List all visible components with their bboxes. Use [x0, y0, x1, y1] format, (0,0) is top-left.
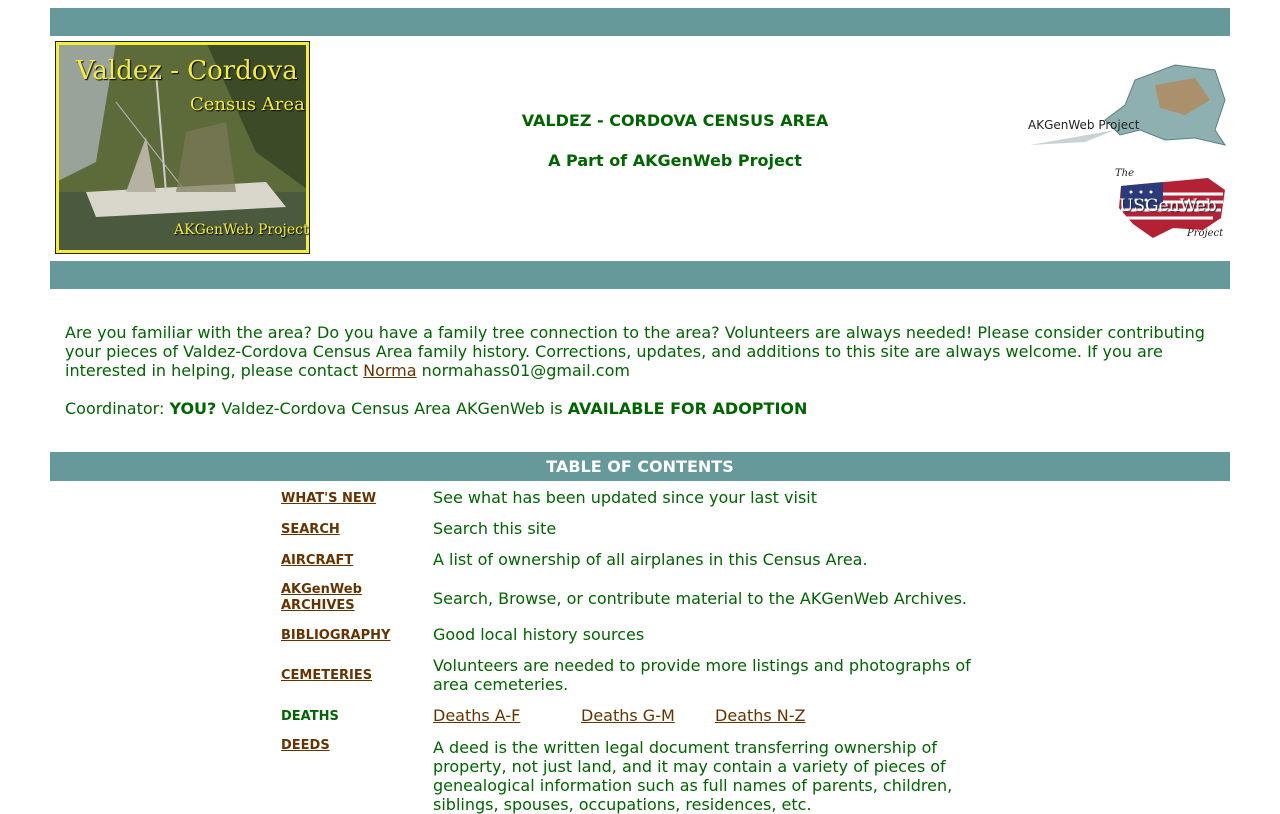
akgenweb-badge-label: AKGenWeb Project: [1028, 118, 1140, 132]
toc-row-aircraft: [281, 552, 1001, 572]
coordinator-label: Coordinator:: [65, 399, 170, 418]
toc-row-whats-new: [281, 490, 1001, 510]
coordinator-you: YOU?: [169, 399, 217, 418]
toc-desc-archives: Search, Browse, or contribute material to the AKGenWeb Archives.: [433, 589, 967, 608]
toc-row-archives: [281, 582, 1001, 614]
header-bottom-bar: [50, 261, 1230, 289]
page-subtitle: A Part of AKGenWeb Project: [548, 151, 802, 170]
deaths-a-f-link[interactable]: Deaths A-F: [433, 706, 521, 725]
toc-link-deeds[interactable]: DEEDS: [281, 738, 330, 753]
deaths-n-z-link[interactable]: Deaths N-Z: [715, 706, 806, 725]
logo-title-line2: Census Area: [190, 94, 305, 115]
toc-link-cemeteries[interactable]: CEMETERIES: [281, 668, 373, 683]
logo-footer: AKGenWeb Project: [174, 222, 309, 238]
coordinator-middle: Valdez-Cordova Census Area AKGenWeb is: [216, 399, 568, 418]
toc-link-search[interactable]: SEARCH: [281, 522, 340, 537]
deaths-g-m-link[interactable]: Deaths G-M: [581, 706, 675, 725]
usgenweb-badge-label: USGenWeb: [1119, 196, 1217, 216]
toc-desc-cemeteries: Volunteers are needed to provide more listings and photographs of area cemeteries.: [433, 656, 971, 694]
intro-paragraph: [65, 323, 1225, 380]
toc-heading: TABLE OF CONTENTS: [50, 452, 1230, 481]
contact-norma-link[interactable]: Norma: [363, 361, 417, 380]
usgenweb-badge-top: The: [1115, 168, 1135, 179]
toc-desc-search: Search this site: [433, 519, 557, 538]
logo-title-line1: Valdez - Cordova: [76, 56, 298, 86]
contact-email: normahass01@gmail.com: [416, 361, 630, 380]
akgenweb-project-badge[interactable]: [1025, 60, 1230, 150]
toc-row-search: [281, 521, 1001, 541]
toc-row-cemeteries: [281, 657, 1001, 697]
toc-row-deaths: [281, 708, 1001, 728]
toc-row-bibliography: [281, 627, 1001, 647]
toc-desc-bibliography: Good local history sources: [433, 625, 645, 644]
toc-desc-aircraft: A list of ownership of all airplanes in this Census Area.: [433, 550, 868, 569]
adoption-status: AVAILABLE FOR ADOPTION: [567, 399, 808, 418]
toc-link-bibliography[interactable]: BIBLIOGRAPHY: [281, 628, 391, 643]
top-divider-bar: [50, 8, 1230, 36]
page-title: VALDEZ - CORDOVA CENSUS AREA: [521, 111, 829, 130]
valdez-cordova-logo: [55, 41, 310, 254]
toc-row-deeds: [281, 738, 1001, 814]
usgenweb-project-badge[interactable]: [1113, 168, 1228, 244]
toc-link-aircraft[interactable]: AIRCRAFT: [281, 553, 354, 568]
alaska-map-icon: [1025, 60, 1230, 150]
toc-desc-whats-new: See what has been updated since your last visit: [433, 488, 817, 507]
toc-label-deaths: DEATHS: [281, 709, 339, 724]
toc-link-archives[interactable]: AKGenWeb ARCHIVES: [281, 582, 362, 613]
toc-link-whats-new[interactable]: WHAT'S NEW: [281, 491, 377, 506]
coordinator-line: [65, 399, 807, 418]
usgenweb-badge-bottom: Project: [1187, 228, 1224, 239]
intro-text: Are you familiar with the area? Do you have a family tree connection to the area? Volunteers are always needed! Please consider contributing your pieces of Valdez-Cordova Census Area family history. Corrections, updates, and additions to this site are always welcome. If you are interested in helping, please contact: [65, 323, 1205, 380]
toc-desc-deeds: A deed is the written legal document transferring ownership of property, not just land, and it may contain a variety of pieces of genealogical information such as full names of parents, children, siblings, spouses, occupations, residences, etc.: [433, 738, 953, 814]
